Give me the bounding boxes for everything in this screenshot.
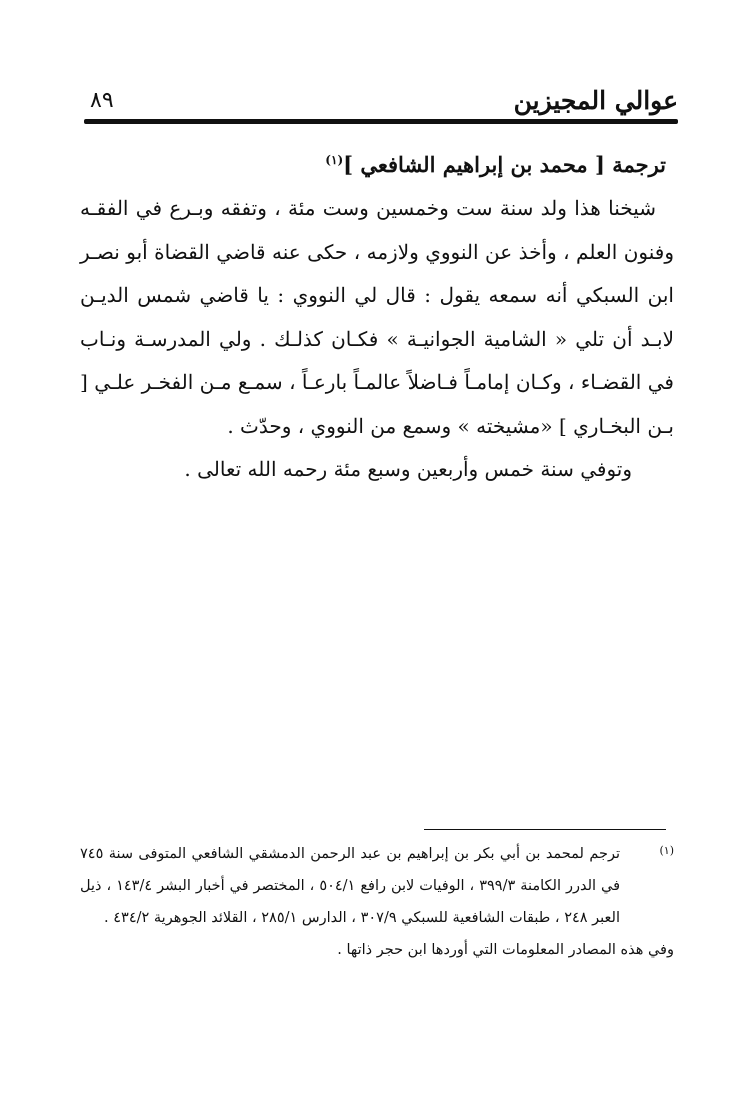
footnotes xyxy=(80,838,674,966)
biography-paragraph: شيخنا هذا ولد سنة ست وخمسين وست مئة ، وتفقه وبـرع في الفقـه وفنون العلم ، وأخذ عن النووي ولازمه ، حكى عنه قاضي القضاة أبو نصـر ابن السبكي أنه سمعه يقول : قال لي النووي : يا قاضي شمس الديـن لابـد أن تلي « الشامية الجوانيـة » فكـان كذلـك . ولي المدرسـة ونـاب في القضـاء ، وكـان إمامـاً فـاضلاً عالمـاً بارعـاً ، سمـع مـن الفخـر علـي [ بـن البخـاري ] «مشيخته » وسمع من النووي ، وحدّث . xyxy=(80,196,674,438)
footnote xyxy=(80,838,674,934)
section-heading xyxy=(80,138,674,187)
footnote-separator xyxy=(424,829,666,830)
running-title: عوالي المجيزين xyxy=(513,86,678,115)
footnote-marker: (١) xyxy=(659,844,674,857)
footnote-reference: (١) xyxy=(325,153,344,167)
footnote-note: وفي هذه المصادر المعلومات التي أوردها ابن حجر ذاتها . xyxy=(337,942,674,958)
page-number: ٨٩ xyxy=(90,88,114,113)
header-rule xyxy=(84,119,678,124)
footnote-text: ترجم لمحمد بن أبي بكر بن إبراهيم بن عبد الرحمن الدمشقي الشافعي المتوفى سنة ٧٤٥ في الدرر الكامنة ٣٩٩/٣ ، الوفيات لابن رافع ٥٠٤/١ ، المختصر في أخبار البشر ١٤٣/٤ ، ذيل العبر ٢٤٨ ، طبقات الشافعية للسبكي ٣٠٧/٩ ، الدارس ٢٨٥/١ ، القلائد الجوهرية ٤٣٤/٢ . xyxy=(80,846,621,926)
section-heading-text: ترجمة [ محمد بن إبراهيم الشافعي ] xyxy=(343,152,666,177)
page-header xyxy=(84,86,678,120)
main-text xyxy=(80,138,674,492)
death-paragraph: وتوفي سنة خمس وأربعين وسبع مئة رحمه الله تعالى . xyxy=(184,457,632,481)
